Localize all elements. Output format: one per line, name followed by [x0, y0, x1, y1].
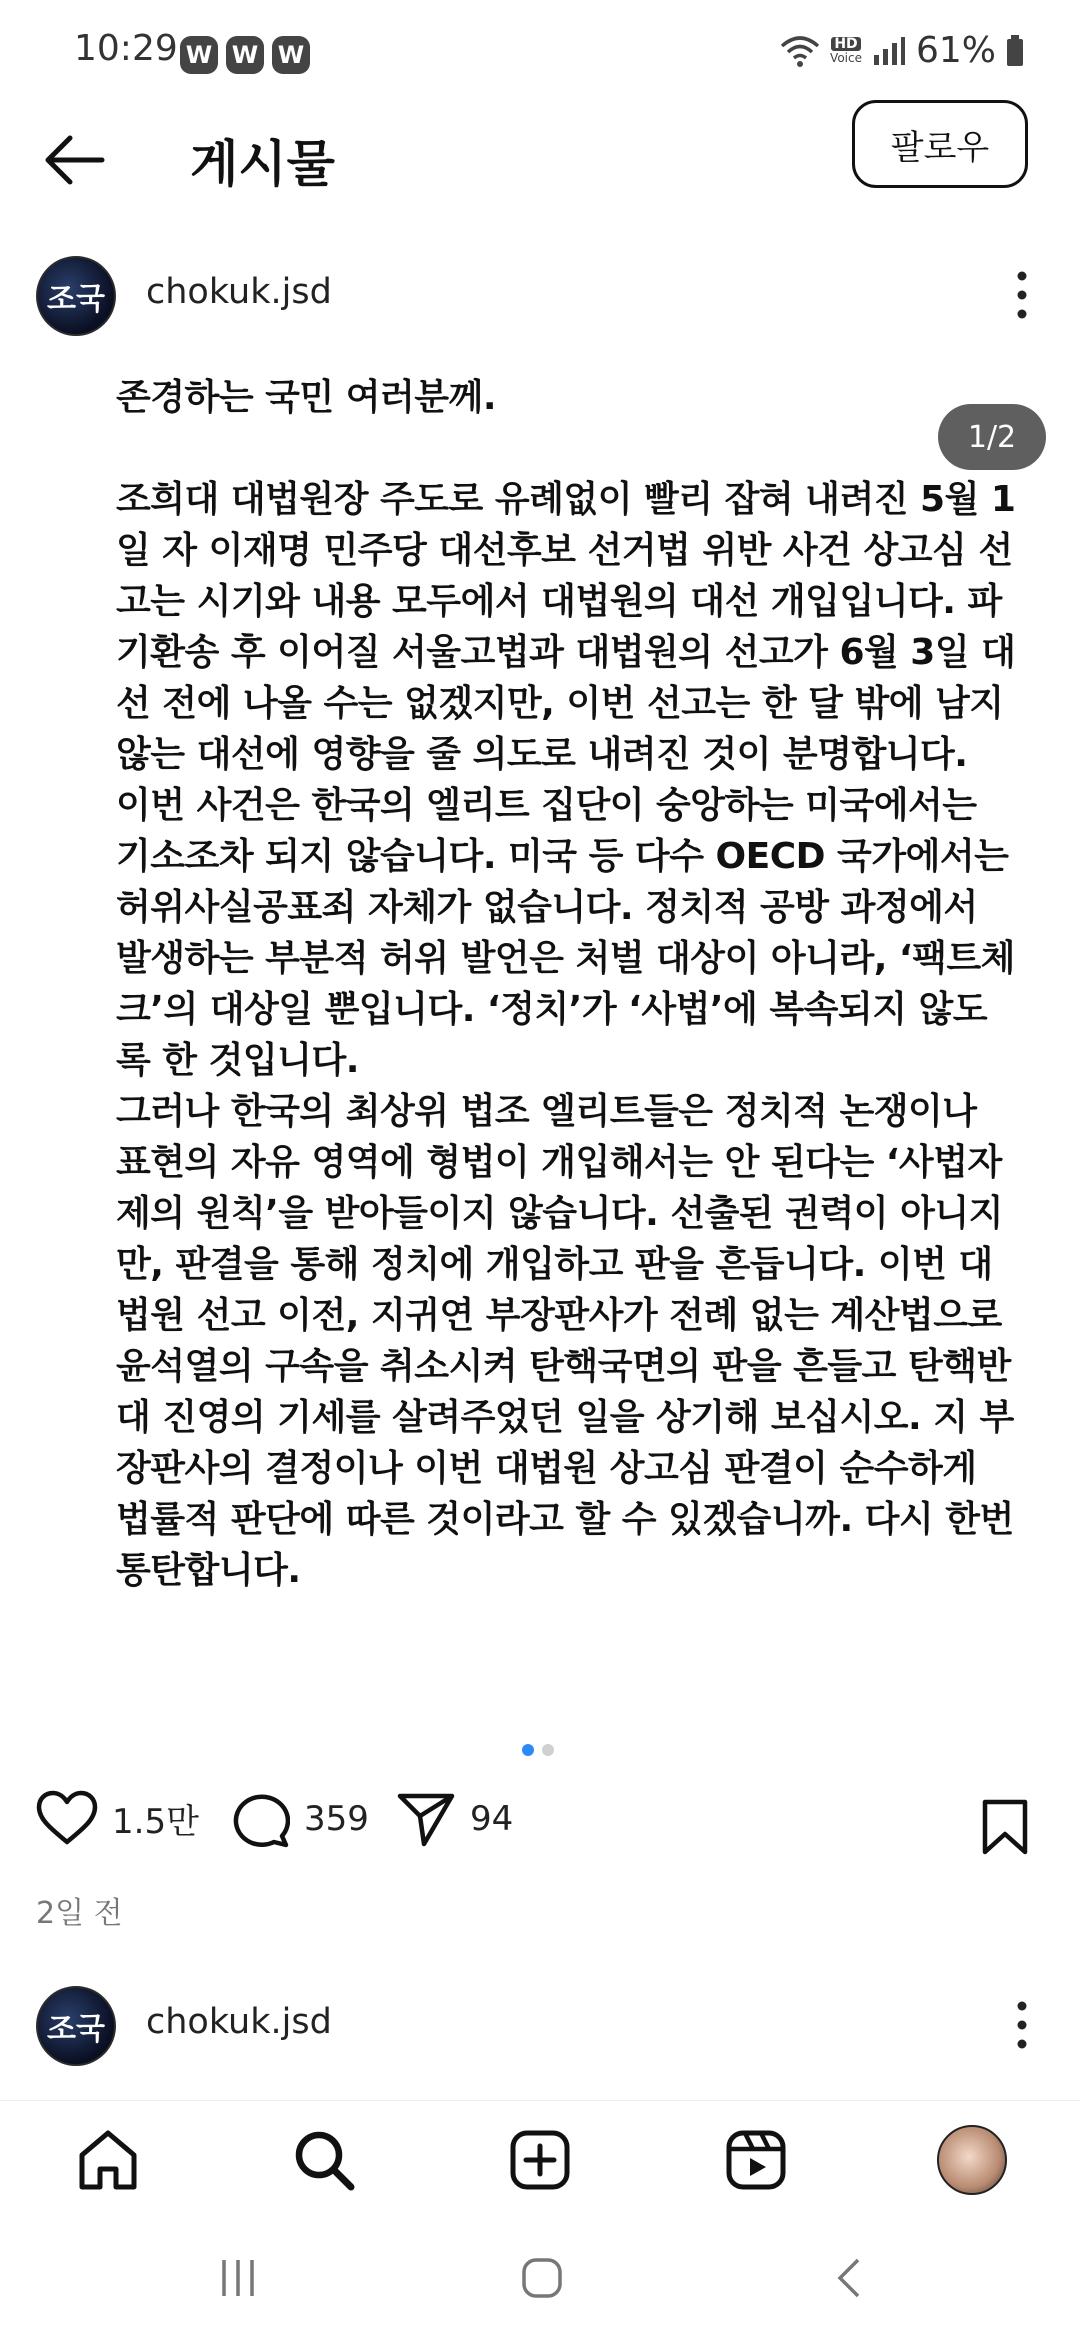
- paragraph-gap: [116, 423, 1016, 474]
- avatar[interactable]: [36, 256, 116, 336]
- more-options-icon[interactable]: [1010, 270, 1034, 320]
- wifi-icon: [780, 34, 820, 68]
- status-bar: [0, 0, 1080, 100]
- status-indicators: [780, 30, 1024, 71]
- post-paragraph: 이번 사건은 한국의 엘리트 집단이 숭앙하는 미국에서는 기소조차 되지 않습니다. 미국 등 다수 OECD 국가에서는 허위사실공표죄 자체가 없습니다. 정치적 공방 과정에서 발생하는 부분적 허위 발언은 처벌 대상이 아니라, ‘팩트체크’의 대상일 뿐입니다. ‘정치’가 ‘사법’에 복속되지 않도록 한 것입니다.: [116, 785, 1015, 1081]
- post-paragraph: 조희대 대법원장 주도로 유례없이 빨리 잡혀 내려진 5월 1일 자 이재명 민주당 대선후보 선거법 위반 사건 상고심 선고는 시기와 내용 모두에서 대법원의 대선 개입입니다. 파기환송 후 이어질 서울고법과 대법원의 선고가 6월 3일 대선 전에 나올 수는 없겠지만, 이번 선고는 한 달 밖에 남지 않는 대선에 영향을 줄 의도로 내려진 것이 분명합니다.: [116, 479, 1016, 775]
- carousel-dots: [522, 1744, 554, 1756]
- avatar-logo: 조국: [47, 2012, 105, 2047]
- page-title: 게시물: [190, 135, 335, 193]
- app-notification-icon: W: [272, 36, 310, 74]
- profile-avatar[interactable]: [937, 2125, 1007, 2195]
- post-actions: [0, 1790, 1080, 1870]
- reels-icon[interactable]: [725, 2129, 787, 2191]
- notification-icons: [180, 36, 310, 74]
- avatar-logo: 조국: [47, 282, 105, 317]
- like-action[interactable]: [36, 1790, 199, 1846]
- post-timestamp: 2일 전: [36, 1896, 123, 1931]
- carousel-dot-active: [522, 1744, 534, 1756]
- post-body-text: [116, 372, 1016, 1596]
- avatar[interactable]: [36, 1986, 116, 2066]
- battery-icon: [1006, 35, 1024, 67]
- share-action[interactable]: [396, 1790, 513, 1848]
- next-post-header: [0, 1980, 1080, 2070]
- app-notification-icon: W: [226, 36, 264, 74]
- app-notification-icon: W: [180, 36, 218, 74]
- heart-icon[interactable]: [36, 1790, 98, 1846]
- voice-label: Voice: [830, 50, 862, 65]
- nav-reels[interactable]: [721, 2125, 791, 2195]
- nav-profile[interactable]: [937, 2125, 1007, 2195]
- nav-create[interactable]: [505, 2125, 575, 2195]
- page-header: [0, 100, 1080, 220]
- battery-percent: 61%: [915, 30, 996, 71]
- create-icon[interactable]: [509, 2129, 571, 2191]
- hd-label: HD: [831, 37, 860, 51]
- like-count: 1.5만: [112, 1801, 199, 1842]
- comment-action[interactable]: [230, 1790, 369, 1848]
- post-paragraph: 그러나 한국의 최상위 법조 엘리트들은 정치적 논쟁이나 표현의 자유 영역에 형법이 개입해서는 안 된다는 ‘사법자제의 원칙’을 받아들이지 않습니다. 선출된 권력이 아니지만, 판결을 통해 정치에 개입하고 판을 흔듭니다. 이번 대법원 선고 이전, 지귀연 부장판사가 전례 없는 계산법으로 윤석열의 구속을 취소시켜 탄핵국면의 판을 흔들고 탄핵반대 진영의 기세를 살려주었던 일을 상기해 보십시오. 지 부장판사의 결정이나 이번 대법원 상고심 판결이 순수하게 법률적 판단에 따른 것이라고 할 수 있겠습니까. 다시 한번 통탄합니다.: [116, 1091, 1014, 1591]
- back-arrow-icon[interactable]: [40, 130, 106, 190]
- bottom-navigation: [0, 2100, 1080, 2220]
- carousel-page-counter: 1/2: [938, 404, 1046, 470]
- status-time: 10:29: [74, 28, 178, 69]
- nav-home[interactable]: [73, 2125, 143, 2195]
- nav-search[interactable]: [289, 2125, 359, 2195]
- home-button-icon[interactable]: [520, 2256, 564, 2300]
- system-navigation: [0, 2220, 1080, 2340]
- recent-apps-icon[interactable]: [216, 2256, 260, 2300]
- back-button-icon[interactable]: [828, 2256, 872, 2300]
- comment-count: 359: [304, 1799, 369, 1839]
- signal-icon: [872, 35, 906, 67]
- carousel-dot: [542, 1744, 554, 1756]
- search-icon[interactable]: [293, 2129, 355, 2191]
- post-username[interactable]: chokuk.jsd: [146, 2002, 332, 2042]
- follow-button[interactable]: 팔로우: [852, 100, 1028, 188]
- share-count: 94: [470, 1799, 514, 1839]
- home-icon[interactable]: [76, 2129, 140, 2191]
- more-options-icon[interactable]: [1010, 2000, 1034, 2050]
- send-icon[interactable]: [396, 1790, 456, 1848]
- hd-voice-icon: [830, 37, 862, 65]
- bookmark-icon[interactable]: [980, 1798, 1030, 1856]
- post-header: [0, 250, 1080, 340]
- comment-icon[interactable]: [230, 1790, 290, 1848]
- post-paragraph: 존경하는 국민 여러분께.: [116, 377, 497, 418]
- post-username[interactable]: chokuk.jsd: [146, 272, 332, 312]
